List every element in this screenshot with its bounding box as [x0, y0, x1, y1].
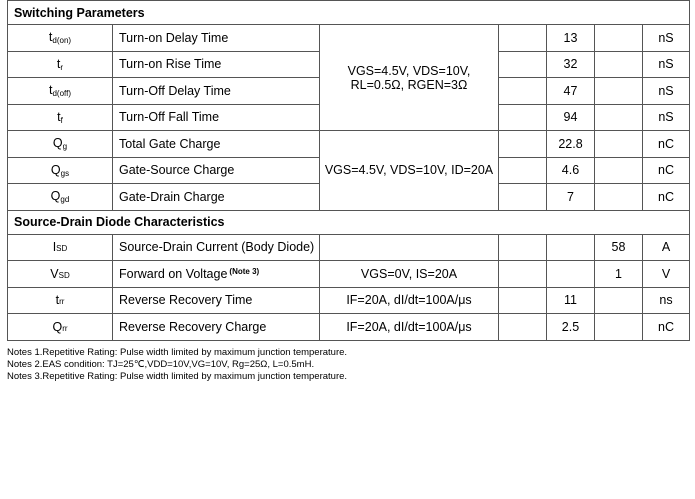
test-condition [320, 234, 499, 261]
parameter: Reverse Recovery Time [113, 287, 320, 314]
typ-value: 13 [547, 25, 595, 52]
unit: A [643, 234, 690, 261]
parameter: Turn-Off Delay Time [113, 78, 320, 105]
min-value [499, 78, 547, 105]
note-line: Notes 2.EAS condition: TJ=25℃,VDD=10V,VG=10V, Rg=25Ω, L=0.5mH. [7, 359, 315, 370]
parameter: Turn-Off Fall Time [113, 104, 320, 131]
table-row [8, 25, 690, 52]
max-value: 58 [595, 234, 643, 261]
unit: nS [643, 78, 690, 105]
min-value [499, 157, 547, 184]
max-value [595, 78, 643, 105]
section-title: Switching Parameters [8, 1, 690, 25]
max-value: 1 [595, 261, 643, 288]
unit: nS [643, 104, 690, 131]
table-row [8, 261, 690, 288]
min-value [499, 131, 547, 158]
max-value [595, 157, 643, 184]
max-value [595, 314, 643, 341]
unit: nC [643, 314, 690, 341]
typ-value: 7 [547, 184, 595, 211]
typ-value: 32 [547, 51, 595, 78]
max-value [595, 184, 643, 211]
test-condition: VGS=0V, IS=20A [320, 261, 499, 288]
parameter: Source-Drain Current (Body Diode) [113, 234, 320, 261]
symbol: $Q_{gs}$ [8, 157, 113, 184]
symbol: ISD [8, 234, 113, 261]
parameter: Gate-Drain Charge [113, 184, 320, 211]
typ-value: 94 [547, 104, 595, 131]
unit: nC [643, 157, 690, 184]
note-reference: (Note 3) [229, 266, 260, 276]
min-value [499, 184, 547, 211]
section-title: Source-Drain Diode Characteristics [8, 210, 690, 234]
parameter: Turn-on Delay Time [113, 25, 320, 52]
note-line: Notes 1.Repetitive Rating: Pulse width limited by maximum junction temperature. [7, 347, 348, 358]
min-value [499, 234, 547, 261]
table-row [8, 131, 690, 158]
notes-block [7, 347, 347, 383]
typ-value: 11 [547, 287, 595, 314]
symbol: Qrr [8, 314, 113, 341]
parameter: Turn-on Rise Time [113, 51, 320, 78]
symbol: $t_{d(off)}$ [8, 78, 113, 105]
typ-value [547, 261, 595, 288]
max-value [595, 25, 643, 52]
unit: nS [643, 51, 690, 78]
min-value [499, 51, 547, 78]
section-header-diode [8, 210, 690, 234]
max-value [595, 51, 643, 78]
min-value [499, 314, 547, 341]
typ-value: 2.5 [547, 314, 595, 341]
test-condition: VGS=4.5V, VDS=10V, ID=20A [320, 131, 499, 211]
symbol: trr [8, 287, 113, 314]
test-condition: IF=20A, dI/dt=100A/μs [320, 314, 499, 341]
unit: V [643, 261, 690, 288]
min-value [499, 287, 547, 314]
table-row [8, 314, 690, 341]
symbol: VSD [8, 261, 113, 288]
spec-table [7, 0, 690, 341]
max-value [595, 287, 643, 314]
parameter: Reverse Recovery Charge [113, 314, 320, 341]
min-value [499, 261, 547, 288]
symbol: $Q_{gd}$ [8, 184, 113, 211]
table-row [8, 234, 690, 261]
table-row [8, 287, 690, 314]
unit: ns [643, 287, 690, 314]
typ-value: 22.8 [547, 131, 595, 158]
symbol: $t_f$ [8, 104, 113, 131]
symbol: $t_{d(on)}$ [8, 25, 113, 52]
symbol: $Q_g$ [8, 131, 113, 158]
typ-value: 47 [547, 78, 595, 105]
min-value [499, 25, 547, 52]
parameter: Total Gate Charge [113, 131, 320, 158]
symbol: $t_r$ [8, 51, 113, 78]
unit: nC [643, 184, 690, 211]
max-value [595, 131, 643, 158]
max-value [595, 104, 643, 131]
unit: nC [643, 131, 690, 158]
note-line: Notes 3.Repetitive Rating: Pulse width limited by maximum junction temperature. [7, 371, 348, 382]
unit: nS [643, 25, 690, 52]
section-header-switching [8, 1, 690, 25]
parameter: Gate-Source Charge [113, 157, 320, 184]
min-value [499, 104, 547, 131]
test-condition: VGS=4.5V, VDS=10V, RL=0.5Ω, RGEN=3Ω [320, 25, 499, 131]
test-condition: IF=20A, dI/dt=100A/μs [320, 287, 499, 314]
typ-value [547, 234, 595, 261]
typ-value: 4.6 [547, 157, 595, 184]
parameter: Forward on Voltage $^{(Note 3)}$ [113, 261, 320, 288]
